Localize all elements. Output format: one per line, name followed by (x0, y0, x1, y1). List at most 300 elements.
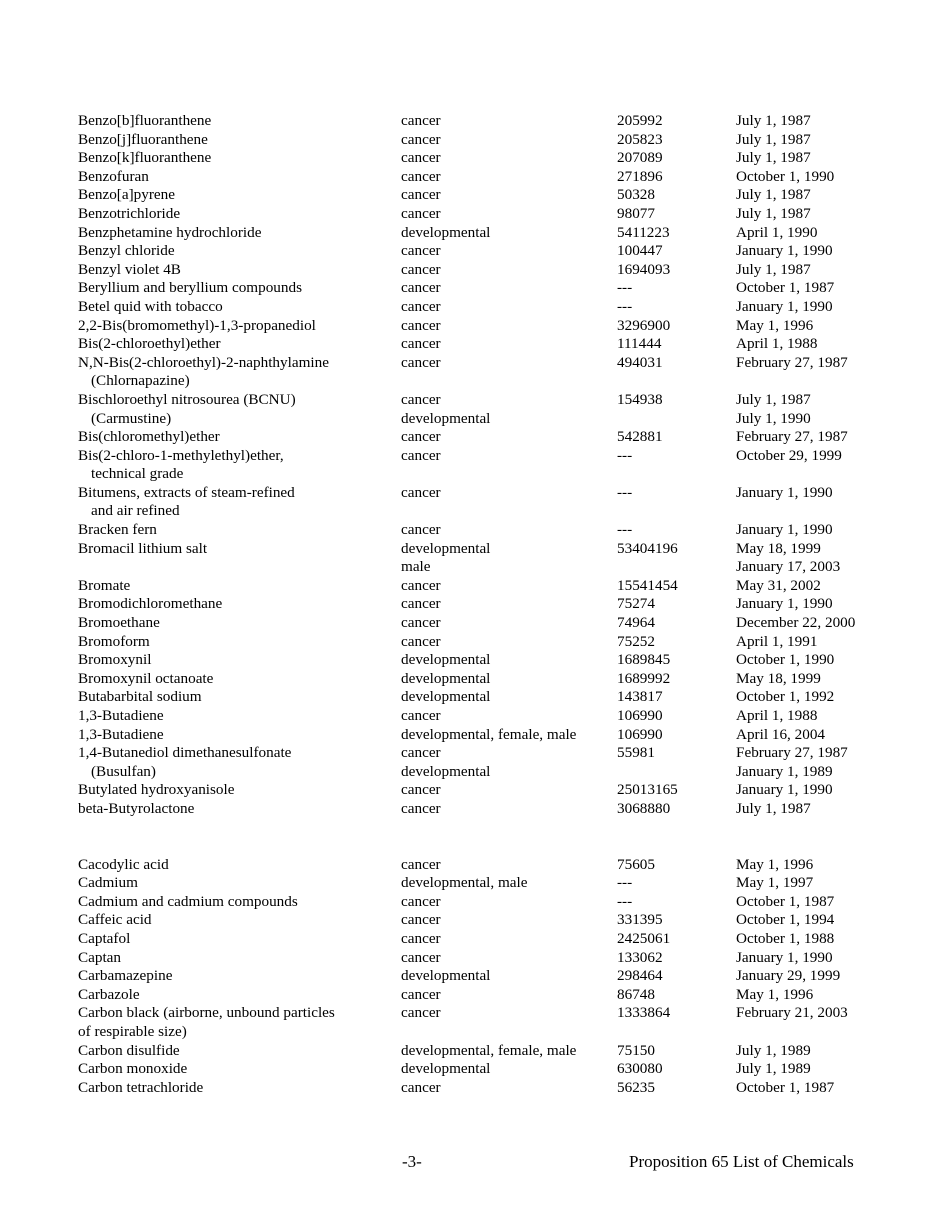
chemical-name (78, 595, 401, 614)
toxicity-type-line: cancer (401, 985, 441, 1003)
date-listed (736, 168, 898, 187)
chemical-name (78, 261, 401, 280)
chemical-row (78, 707, 898, 726)
date-listed (736, 874, 898, 893)
chemical-name (78, 949, 401, 968)
date-listed-line: July 1, 1989 (736, 1041, 811, 1059)
date-listed-line: February 21, 2003 (736, 1004, 848, 1022)
chemical-row (78, 614, 898, 633)
date-listed-line: January 29, 1999 (736, 967, 841, 985)
chemical-name (78, 707, 401, 726)
toxicity-type (401, 651, 617, 670)
chemical-row (78, 688, 898, 707)
date-listed-line: January 1, 1989 (736, 762, 833, 780)
date-listed (736, 354, 898, 391)
chemical-row (78, 1042, 898, 1061)
toxicity-type-line: cancer (401, 260, 441, 278)
date-listed (736, 967, 898, 986)
date-listed-line: January 17, 2003 (736, 558, 841, 576)
toxicity-type (401, 930, 617, 949)
chemical-name (78, 930, 401, 949)
chemical-name (78, 651, 401, 670)
chemical-name-line: (Carmustine) (91, 409, 172, 427)
cas-number: 1333864 (617, 1004, 671, 1022)
cas-number: 3296900 (617, 316, 671, 334)
toxicity-type-line: cancer (401, 390, 441, 408)
chemical-name-line: Bromoxynil octanoate (78, 669, 214, 687)
toxicity-type-line: developmental (401, 688, 491, 706)
cas-number: 75605 (617, 855, 655, 873)
cas-number: --- (617, 874, 633, 892)
date-listed (736, 224, 898, 243)
chemical-name (78, 633, 401, 652)
toxicity-type-line: cancer (401, 130, 441, 148)
cas-number: 1689845 (617, 651, 671, 669)
date-listed (736, 335, 898, 354)
chemical-name (78, 428, 401, 447)
toxicity-type-line: cancer (401, 632, 441, 650)
chemical-name-line: Butabarbital sodium (78, 688, 202, 706)
toxicity-type (401, 205, 617, 224)
chemical-name (78, 242, 401, 261)
cas-number: --- (617, 521, 633, 539)
cas-number: 53404196 (617, 539, 678, 557)
date-listed (736, 298, 898, 317)
cas-number: 143817 (617, 688, 663, 706)
toxicity-type (401, 726, 617, 745)
toxicity-type-line: cancer (401, 186, 441, 204)
toxicity-type (401, 1004, 617, 1041)
toxicity-type (401, 354, 617, 391)
chemical-name (78, 1004, 401, 1041)
chemical-name-line: Benzyl violet 4B (78, 260, 181, 278)
chemical-row (78, 893, 898, 912)
date-listed (736, 131, 898, 150)
date-listed-line: May 1, 1996 (736, 855, 814, 873)
date-listed-line: May 1, 1997 (736, 874, 814, 892)
toxicity-type-line: cancer (401, 707, 441, 724)
toxicity-type (401, 911, 617, 930)
chemical-row (78, 112, 898, 131)
toxicity-type (401, 688, 617, 707)
chemical-name-line: Carbon tetrachloride (78, 1078, 204, 1096)
toxicity-type-line: cancer (401, 297, 441, 315)
chemical-name-line: Butylated hydroxyanisole (78, 781, 235, 799)
toxicity-type-line: developmental, female, male (401, 725, 577, 743)
chemical-name-line: Carbazole (78, 985, 140, 1003)
date-listed-line: October 1, 1987 (736, 279, 835, 297)
chemical-name-line: Bis(2-chloroethyl)ether (78, 335, 221, 353)
date-listed-line: April 1, 1988 (736, 707, 818, 724)
toxicity-type-line: cancer (401, 595, 441, 613)
toxicity-type-line: cancer (401, 855, 441, 873)
date-listed-line: October 1, 1987 (736, 1078, 835, 1096)
chemical-name (78, 911, 401, 930)
cas-number: 15541454 (617, 576, 678, 594)
toxicity-type (401, 893, 617, 912)
chemical-name (78, 1079, 401, 1098)
chemical-name-line: Bromacil lithium salt (78, 539, 208, 557)
date-listed-line: July 1, 1989 (736, 1060, 811, 1078)
cas-number: 56235 (617, 1078, 655, 1096)
toxicity-type-line: cancer (401, 483, 441, 501)
date-listed (736, 1060, 898, 1079)
date-listed (736, 205, 898, 224)
cas-number: 205823 (617, 130, 663, 148)
chemical-name (78, 614, 401, 633)
date-listed (736, 149, 898, 168)
date-listed (736, 540, 898, 577)
toxicity-type (401, 1079, 617, 1098)
cas-number: 75150 (617, 1041, 655, 1059)
date-listed (736, 856, 898, 875)
toxicity-type (401, 521, 617, 540)
cas-number: --- (617, 297, 633, 315)
chemical-name (78, 186, 401, 205)
chemical-name-line: (Chlornapazine) (91, 372, 190, 390)
date-listed-line: October 1, 1990 (736, 167, 835, 185)
chemical-name-line: and air refined (91, 502, 180, 520)
chemical-row (78, 149, 898, 168)
chemical-name (78, 112, 401, 131)
toxicity-type-line: developmental (401, 762, 491, 780)
date-listed (736, 521, 898, 540)
toxicity-type-line: developmental (401, 669, 491, 687)
date-listed (736, 800, 898, 819)
chemical-name (78, 726, 401, 745)
date-listed-line: January 1, 1990 (736, 948, 833, 966)
chemical-name-line: Bromoethane (78, 614, 160, 632)
chemical-row (78, 633, 898, 652)
date-listed (736, 781, 898, 800)
chemical-row (78, 930, 898, 949)
date-listed (736, 447, 898, 484)
date-listed-line: July 1, 1987 (736, 112, 811, 129)
chemical-row (78, 317, 898, 336)
chemical-name (78, 205, 401, 224)
cas-number: 5411223 (617, 223, 670, 241)
date-listed-line: May 18, 1999 (736, 539, 821, 557)
toxicity-type-line: cancer (401, 279, 441, 297)
chemical-name (78, 149, 401, 168)
chemical-name (78, 168, 401, 187)
chemical-row (78, 781, 898, 800)
cas-number: 207089 (617, 149, 663, 167)
chemical-name (78, 744, 401, 781)
cas-number: 106990 (617, 725, 663, 743)
chemical-row (78, 874, 898, 893)
chemical-row (78, 131, 898, 150)
chemical-row (78, 447, 898, 484)
cas-number: 154938 (617, 390, 663, 408)
cas-number: 75274 (617, 595, 655, 613)
date-listed-line: January 1, 1990 (736, 297, 833, 315)
chemical-name (78, 874, 401, 893)
chemical-row (78, 744, 898, 781)
toxicity-type-line: cancer (401, 149, 441, 167)
cas-number: --- (617, 279, 633, 297)
chemical-row (78, 521, 898, 540)
chemical-row (78, 1079, 898, 1098)
toxicity-type (401, 131, 617, 150)
chemical-name (78, 279, 401, 298)
chemical-row (78, 726, 898, 745)
chemical-name-line: Bis(2-chloro-1-methylethyl)ether, (78, 446, 284, 464)
chemical-name-line: Caffeic acid (78, 911, 152, 929)
cas-number: 55981 (617, 744, 655, 762)
chemical-name (78, 577, 401, 596)
chemical-row (78, 354, 898, 391)
chemical-row (78, 224, 898, 243)
date-listed (736, 242, 898, 261)
chemical-row (78, 540, 898, 577)
chemical-name-line: 2,2-Bis(bromomethyl)-1,3-propanediol (78, 316, 316, 334)
cas-number: 630080 (617, 1060, 663, 1078)
toxicity-type (401, 335, 617, 354)
chemical-row (78, 205, 898, 224)
toxicity-type (401, 447, 617, 484)
date-listed (736, 595, 898, 614)
chemical-name (78, 1042, 401, 1061)
chemical-name-line: Captafol (78, 929, 131, 947)
chemical-row (78, 911, 898, 930)
chemical-list (78, 112, 898, 1097)
chemical-name (78, 856, 401, 875)
date-listed-line: February 27, 1987 (736, 353, 848, 371)
toxicity-type-line: cancer (401, 204, 441, 222)
chemical-name (78, 1060, 401, 1079)
cas-number: 86748 (617, 985, 655, 1003)
chemical-row (78, 186, 898, 205)
date-listed (736, 614, 898, 633)
chemical-name (78, 335, 401, 354)
toxicity-type (401, 168, 617, 187)
chemical-name-line: 1,3-Butadiene (78, 725, 164, 743)
chemical-name-line: Captan (78, 948, 122, 966)
chemical-name-line: Bis(chloromethyl)ether (78, 428, 220, 446)
date-listed (736, 391, 898, 428)
toxicity-type-line: cancer (401, 911, 441, 929)
toxicity-type-line: cancer (401, 335, 441, 353)
chemical-row (78, 595, 898, 614)
toxicity-type (401, 874, 617, 893)
chemical-name-line: N,N-Bis(2-chloroethyl)-2-naphthylamine (78, 353, 329, 371)
cas-number: --- (617, 483, 633, 501)
date-listed (736, 317, 898, 336)
toxicity-type (401, 391, 617, 428)
cas-number: 133062 (617, 948, 663, 966)
chemical-name (78, 986, 401, 1005)
chemical-name (78, 521, 401, 540)
toxicity-type-line: cancer (401, 242, 441, 260)
toxicity-type-line: developmental, male (401, 874, 528, 892)
toxicity-type-line: cancer (401, 614, 441, 632)
date-listed-line: May 1, 1996 (736, 316, 814, 334)
toxicity-type-line: cancer (401, 929, 441, 947)
cas-number: 75252 (617, 632, 655, 650)
chemical-row (78, 670, 898, 689)
date-listed-line: October 1, 1992 (736, 688, 835, 706)
chemical-name-line: Benzo[k]fluoranthene (78, 149, 212, 167)
toxicity-type (401, 484, 617, 521)
toxicity-type-line: cancer (401, 1078, 441, 1096)
toxicity-type (401, 577, 617, 596)
footer-title: Proposition 65 List of Chemicals (629, 1152, 854, 1171)
date-listed-line: July 1, 1987 (736, 186, 811, 204)
chemical-name-line: Bromodichloromethane (78, 595, 223, 613)
toxicity-type (401, 186, 617, 205)
cas-number: 74964 (617, 614, 655, 632)
date-listed (736, 651, 898, 670)
cas-number: 3068880 (617, 799, 671, 817)
chemical-name-line: Carbamazepine (78, 967, 173, 985)
toxicity-type (401, 744, 617, 781)
chemical-name (78, 298, 401, 317)
page-number: -3- (402, 1152, 422, 1171)
chemical-row (78, 335, 898, 354)
chemical-name-line: Benzo[b]fluoranthene (78, 112, 212, 129)
chemical-row (78, 967, 898, 986)
chemical-name-line: Bracken fern (78, 521, 157, 539)
date-listed (736, 744, 898, 781)
chemical-name (78, 391, 401, 428)
toxicity-type-line: developmental (401, 967, 491, 985)
chemical-row (78, 577, 898, 596)
date-listed-line: October 1, 1988 (736, 929, 835, 947)
toxicity-type (401, 707, 617, 726)
toxicity-type-line: developmental (401, 1060, 491, 1078)
chemical-row (78, 261, 898, 280)
date-listed-line: April 1, 1991 (736, 632, 818, 650)
toxicity-type-line: cancer (401, 112, 441, 129)
date-listed-line: January 1, 1990 (736, 242, 833, 260)
date-listed-line: July 1, 1987 (736, 204, 811, 222)
date-listed-line: May 18, 1999 (736, 669, 821, 687)
chemical-row (78, 856, 898, 875)
chemical-name-line: Betel quid with tobacco (78, 297, 223, 315)
date-listed-line: December 22, 2000 (736, 614, 856, 632)
chemical-name (78, 893, 401, 912)
date-listed-line: July 1, 1987 (736, 799, 811, 817)
toxicity-type (401, 949, 617, 968)
cas-number: 111444 (617, 335, 662, 353)
chemical-name (78, 781, 401, 800)
toxicity-type (401, 540, 617, 577)
chemical-name (78, 131, 401, 150)
date-listed-line: July 1, 1987 (736, 130, 811, 148)
toxicity-type (401, 670, 617, 689)
toxicity-type-line: cancer (401, 799, 441, 817)
chemical-name-line: beta-Butyrolactone (78, 799, 195, 817)
chemical-row (78, 986, 898, 1005)
chemical-row (78, 168, 898, 187)
toxicity-type-line: cancer (401, 892, 441, 910)
cas-number: 298464 (617, 967, 663, 985)
chemical-name-line: 1,4-Butanediol dimethanesulfonate (78, 744, 292, 762)
cas-number: 100447 (617, 242, 663, 260)
cas-number: 205992 (617, 112, 663, 129)
chemical-row (78, 1060, 898, 1079)
chemical-name-line: Carbon monoxide (78, 1060, 188, 1078)
date-listed-line: July 1, 1990 (736, 409, 811, 427)
toxicity-type (401, 279, 617, 298)
date-listed-line: January 1, 1990 (736, 483, 833, 501)
toxicity-type-line: developmental (401, 539, 491, 557)
toxicity-type-line: cancer (401, 744, 441, 762)
chemical-name-line: technical grade (91, 465, 184, 483)
chemical-name-line: Benzotrichloride (78, 204, 181, 222)
chemical-name-line: Benzphetamine hydrochloride (78, 223, 262, 241)
toxicity-type (401, 298, 617, 317)
chemical-name-line: (Busulfan) (91, 762, 156, 780)
date-listed (736, 1042, 898, 1061)
date-listed (736, 893, 898, 912)
chemical-row (78, 391, 898, 428)
toxicity-type (401, 800, 617, 819)
date-listed (736, 930, 898, 949)
cas-number: 1694093 (617, 260, 671, 278)
chemical-name-line: Benzyl chloride (78, 242, 175, 260)
cas-number: 331395 (617, 911, 663, 929)
date-listed-line: July 1, 1987 (736, 149, 811, 167)
chemical-name (78, 540, 401, 577)
date-listed (736, 1079, 898, 1098)
toxicity-type (401, 1060, 617, 1079)
cas-number: 494031 (617, 353, 663, 371)
date-listed (736, 1004, 898, 1041)
toxicity-type (401, 149, 617, 168)
chemical-name-line: Carbon disulfide (78, 1041, 180, 1059)
date-listed-line: July 1, 1987 (736, 390, 811, 408)
chemical-name (78, 484, 401, 521)
toxicity-type (401, 112, 617, 131)
chemical-row (78, 949, 898, 968)
chemical-name-line: Benzofuran (78, 167, 149, 185)
chemical-name-line: Bromate (78, 576, 131, 594)
toxicity-type (401, 1042, 617, 1061)
toxicity-type (401, 986, 617, 1005)
date-listed (736, 986, 898, 1005)
chemical-name (78, 317, 401, 336)
chemical-name-line: Carbon black (airborne, unbound particles (78, 1004, 335, 1022)
cas-number: 1689992 (617, 669, 671, 687)
chemical-name (78, 967, 401, 986)
toxicity-type (401, 595, 617, 614)
toxicity-type-line: cancer (401, 781, 441, 799)
date-listed (736, 261, 898, 280)
toxicity-type-line: developmental, female, male (401, 1041, 577, 1059)
date-listed-line: January 1, 1990 (736, 595, 833, 613)
date-listed (736, 484, 898, 521)
toxicity-type (401, 781, 617, 800)
toxicity-type-line: cancer (401, 576, 441, 594)
chemical-row (78, 800, 898, 819)
date-listed (736, 633, 898, 652)
chemical-row (78, 428, 898, 447)
date-listed (736, 577, 898, 596)
toxicity-type (401, 614, 617, 633)
date-listed (736, 428, 898, 447)
chemical-name (78, 670, 401, 689)
toxicity-type-line: cancer (401, 1004, 441, 1022)
chemical-name-line: of respirable size) (78, 1022, 187, 1040)
date-listed-line: October 1, 1987 (736, 892, 835, 910)
date-listed-line: April 1, 1988 (736, 335, 818, 353)
date-listed-line: October 1, 1990 (736, 651, 835, 669)
date-listed (736, 911, 898, 930)
cas-number: 98077 (617, 204, 655, 222)
toxicity-type-line: cancer (401, 521, 441, 539)
